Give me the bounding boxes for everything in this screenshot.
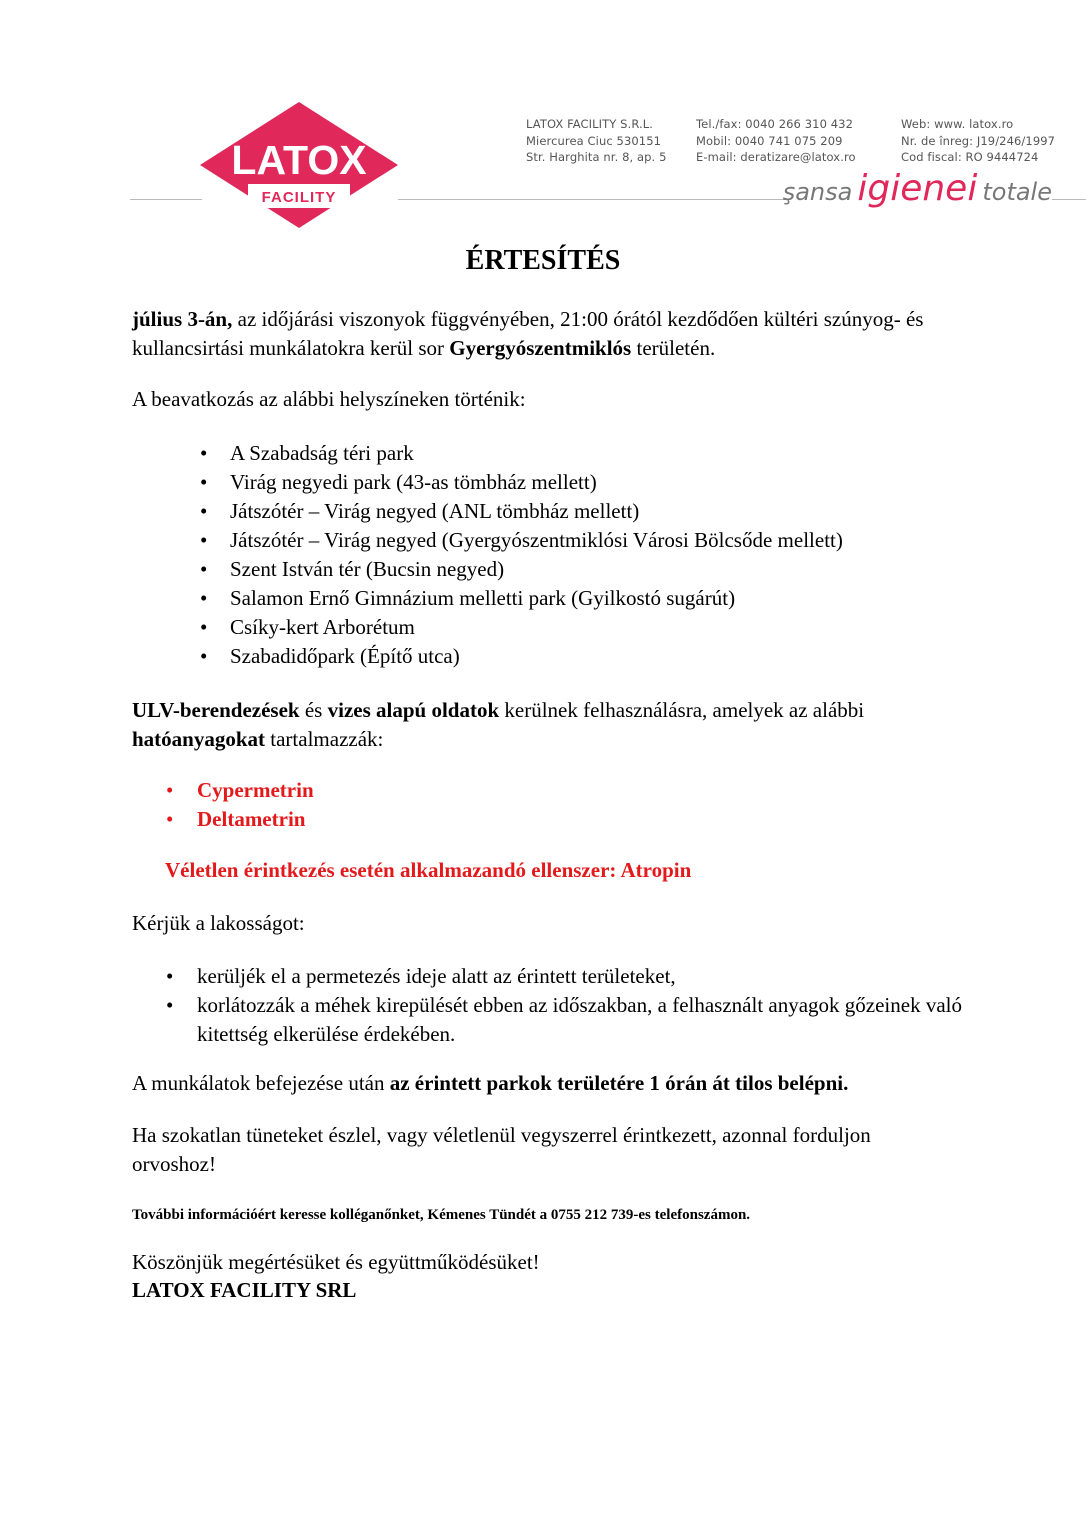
bullet-icon: • [200,441,208,465]
logo-sub-text: FACILITY [261,189,337,206]
intro-date: július 3-án, [132,307,233,331]
company-email: E-mail: deratizare@latox.ro [696,150,856,164]
equipment-paragraph [132,696,922,754]
signature: LATOX FACILITY SRL [132,1278,357,1302]
bullet-icon: • [166,964,174,988]
equipment-bold-3: hatóanyagokat [132,727,266,751]
bullet-icon: • [200,644,208,668]
company-web: Web: www. latox.ro [901,117,1014,131]
list-item [200,497,990,526]
equipment-text-1: és [299,698,328,722]
intro-text-a: az időjárási viszonyok függvényében, 21:00 órától kezdődően kültéri szúnyog- és kullancsirtási munkálatokra kerül sor [132,307,924,360]
bullet-icon: • [200,528,208,552]
tagline-word-2: igienei [857,168,978,209]
equipment-text-2: kerülnek felhasználásra, amelyek az alábbi [499,698,865,722]
substance-label: Cypermetrin [197,778,314,802]
letterhead [0,0,1086,240]
equipment-bold-2: vizes alapú oldatok [327,698,500,722]
list-item [200,584,990,613]
location-label: A Szabadság téri park [230,441,414,465]
list-item [166,776,314,805]
request-intro: Kérjük a lakosságot: [132,911,305,935]
bullet-icon: • [200,499,208,523]
tagline-word-1: şansa [782,178,853,206]
list-item [166,991,967,1049]
thanks-line: Köszönjük megértésüket és együttműködésüket! [132,1250,540,1274]
company-fiscal-code: Cod fiscal: RO 9444724 [901,150,1039,164]
document-title: ÉRTESÍTÉS [465,245,621,276]
location-label: Játszótér – Virág negyed (ANL tömbház mellett) [230,499,640,523]
tagline [783,168,1052,209]
bullet-icon: • [166,778,174,802]
request-label: korlátozzák a méhek kirepülését ebben az időszakban, a felhasznált anyagok gőzeinek való kitettség elkerülése érdekében. [197,993,962,1046]
list-item [200,439,990,468]
requests-list [166,962,967,1049]
list-item [200,613,990,642]
header-line-right [1052,199,1086,200]
intro-text-b: területén. [631,336,716,360]
list-item [166,962,967,991]
intro-place: Gyergyószentmiklós [449,336,632,360]
location-label: Salamon Ernő Gimnázium melletti park (Gyilkostó sugárút) [230,586,736,610]
location-label: Szent István tér (Bucsin negyed) [230,557,505,581]
company-registry: Nr. de înreg: J19/246/1997 [901,133,1056,148]
bullet-icon: • [200,557,208,581]
location-label: Virág negyedi park (43-as tömbház mellett) [230,470,597,494]
list-item [200,468,990,497]
list-item [200,555,990,584]
symptoms-paragraph: Ha szokatlan tüneteket észlel, vagy véletlenül vegyszerrel érintkezett, azonnal forduljon orvoshoz! [132,1123,871,1176]
company-address-block [526,116,666,166]
list-item [166,805,314,834]
bullet-icon: • [166,993,174,1017]
latox-logo [200,102,398,228]
location-label: Játszótér – Virág negyed (Gyergyószentmiklósi Városi Bölcsőde mellett) [230,528,843,552]
locations-intro: A beavatkozás az alábbi helyszíneken történik: [132,387,526,411]
substances-list [166,776,314,834]
company-street: Str. Harghita nr. 8, ap. 5 [526,150,667,164]
bullet-icon: • [200,615,208,639]
equipment-bold-1: ULV-berendezések [132,698,300,722]
location-label: Csíky-kert Arborétum [230,615,415,639]
tagline-word-3: totale [982,178,1052,206]
locations-list [200,439,990,671]
header-line-left [130,199,202,200]
request-label: kerüljék el a permetezés ideje alatt az érintett területeket, [197,964,676,988]
after-work-text: A munkálatok befejezése után [132,1071,390,1095]
bullet-icon: • [200,586,208,610]
after-work-bold: az érintett parkok területére 1 órán át tilos belépni. [389,1071,849,1095]
bullet-icon: • [200,470,208,494]
after-work-paragraph [132,1069,848,1098]
location-label: Szabadidőpark (Építő utca) [230,644,460,668]
header-line-middle [398,199,788,200]
company-phone: Tel./fax: 0040 266 310 432 [696,117,853,131]
list-item [200,642,990,671]
bullet-icon: • [166,807,174,831]
company-city: Miercurea Ciuc 530151 [526,133,662,148]
substance-label: Deltametrin [197,807,306,831]
company-name: LATOX FACILITY S.R.L. [526,117,654,131]
logo-main-text: LATOX [231,137,367,183]
contact-info: További információért keresse kolléganőnket, Kémenes Tündét a 0755 212 739-es telefonszámon. [132,1207,751,1223]
company-mobile: Mobil: 0040 741 075 209 [696,133,843,148]
company-contact-block [696,116,856,166]
company-registry-block [901,116,1055,166]
list-item [200,526,990,555]
antidote-note: Véletlen érintkezés esetén alkalmazandó ellenszer: Atropin [165,858,692,882]
equipment-text-3: tartalmazzák: [265,727,384,751]
intro-paragraph [132,305,932,363]
